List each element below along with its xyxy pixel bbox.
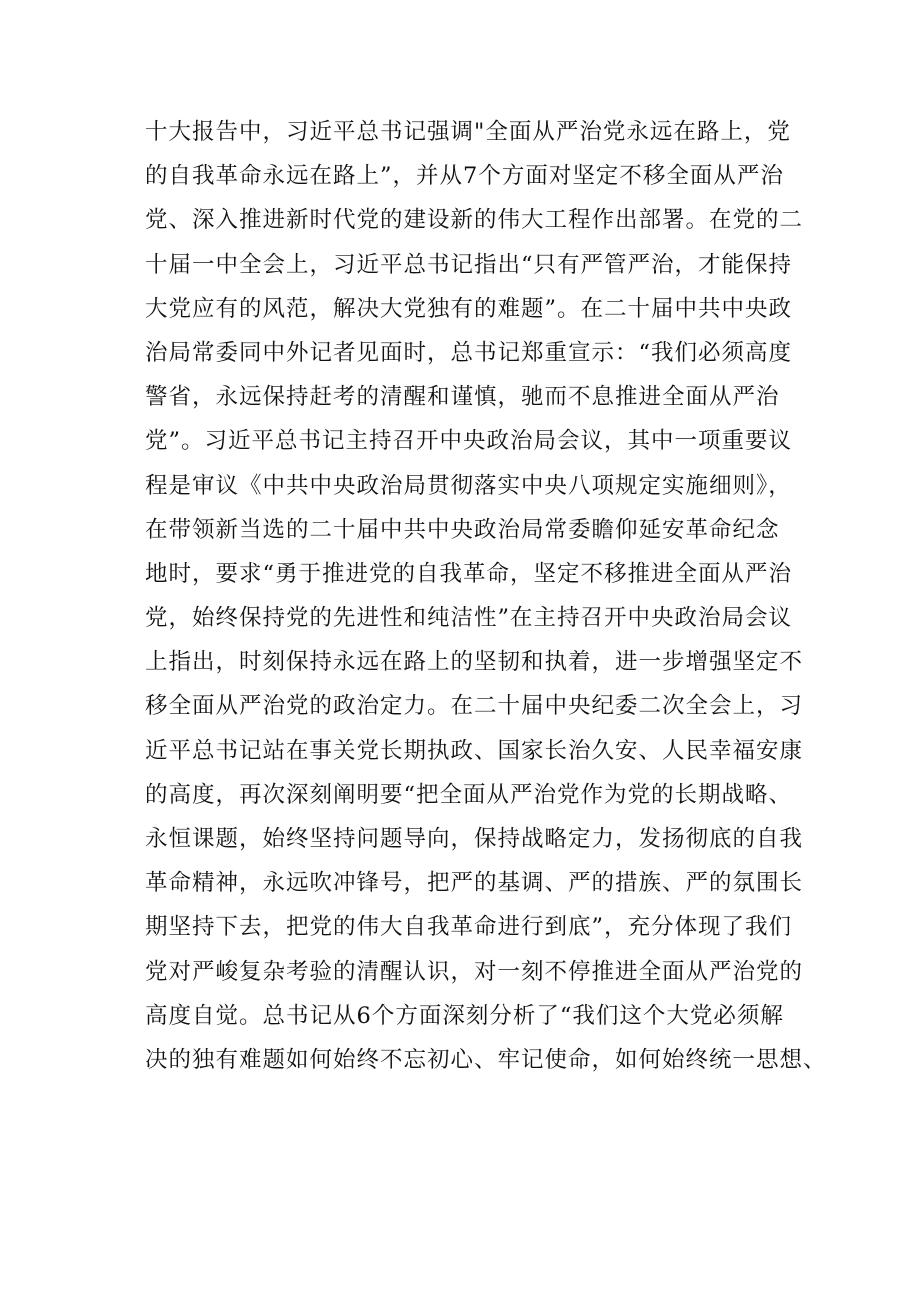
- text-line: 十届一中全会上，习近平总书记指出“只有严管严治，才能保持: [145, 251, 793, 278]
- body-paragraph: [145, 110, 827, 1082]
- text-line: 革命精神，永远吹冲锋号，把严的基调、严的措族、严的氛围长: [145, 870, 804, 897]
- text-line: 永恒课题，始终坚持问题导向，保持战略定力，发扬彻底的自我: [145, 826, 804, 852]
- text-line: 大党应有的风范，解决大党独有的难题”。在二十届中共中央政: [145, 295, 793, 322]
- text-line: 治局常委同中外记者见面时，总书记郑重宣示：“我们必须高度: [145, 339, 793, 366]
- text-line: 的自我革命永远在路上”，并从7个方面对坚定不移全面从严治: [145, 163, 784, 190]
- text-line: 党、深入推进新时代党的建设新的伟大工程作出部署。在党的二: [145, 207, 804, 234]
- text-line: 决的独有难题如何始终不忘初心、牢记使命，如何始终统一思想、: [145, 1046, 827, 1073]
- text-line: 党对严峻复杂考验的清醒认识，对一刻不停推进全面从严治党的: [145, 958, 804, 985]
- text-line: 的高度，再次深刻阐明要“把全面从严治党作为党的长期战略、: [145, 781, 793, 808]
- text-line: 党，始终保持党的先进性和纯洁性”在主持召开中央政治局会议: [145, 605, 793, 632]
- text-line: 十大报告中，习近平总书记强调"全面从严治党永远在路上，党: [145, 119, 791, 145]
- text-line: 警省，永远保持赶考的清醒和谨慎，驰而不息推进全面从严治: [145, 384, 780, 411]
- text-line: 程是审议《中共中央政治局贯彻落实中央八项规定实施细则》，: [145, 472, 792, 499]
- text-line: 在带领新当选的二十届中共中央政治局常委瞻仰延安革命纪念: [145, 516, 780, 543]
- text-line: 地时，要求“勇于推进党的自我革命，坚定不移推进全面从严治: [145, 560, 793, 587]
- text-line: 期坚持下去，把党的伟大自我革命进行到底”，充分体现了我们: [145, 914, 793, 941]
- text-line: 移全面从严治党的政治定力。在二十届中央纪委二次全会上，习: [145, 693, 804, 720]
- text-line: 近平总书记站在事关党长期执政、国家长治久安、人民幸福安康: [145, 737, 804, 764]
- text-line: 党”。习近平总书记主持召开中央政治局会议，其中一项重要议: [145, 428, 793, 455]
- text-line: 高度自觉。总书记从6个方面深刻分析了“我们这个大党必须解: [145, 1002, 784, 1029]
- text-line: 上指出，时刻保持永远在路上的坚韧和执着，进一步增强坚定不: [145, 649, 804, 676]
